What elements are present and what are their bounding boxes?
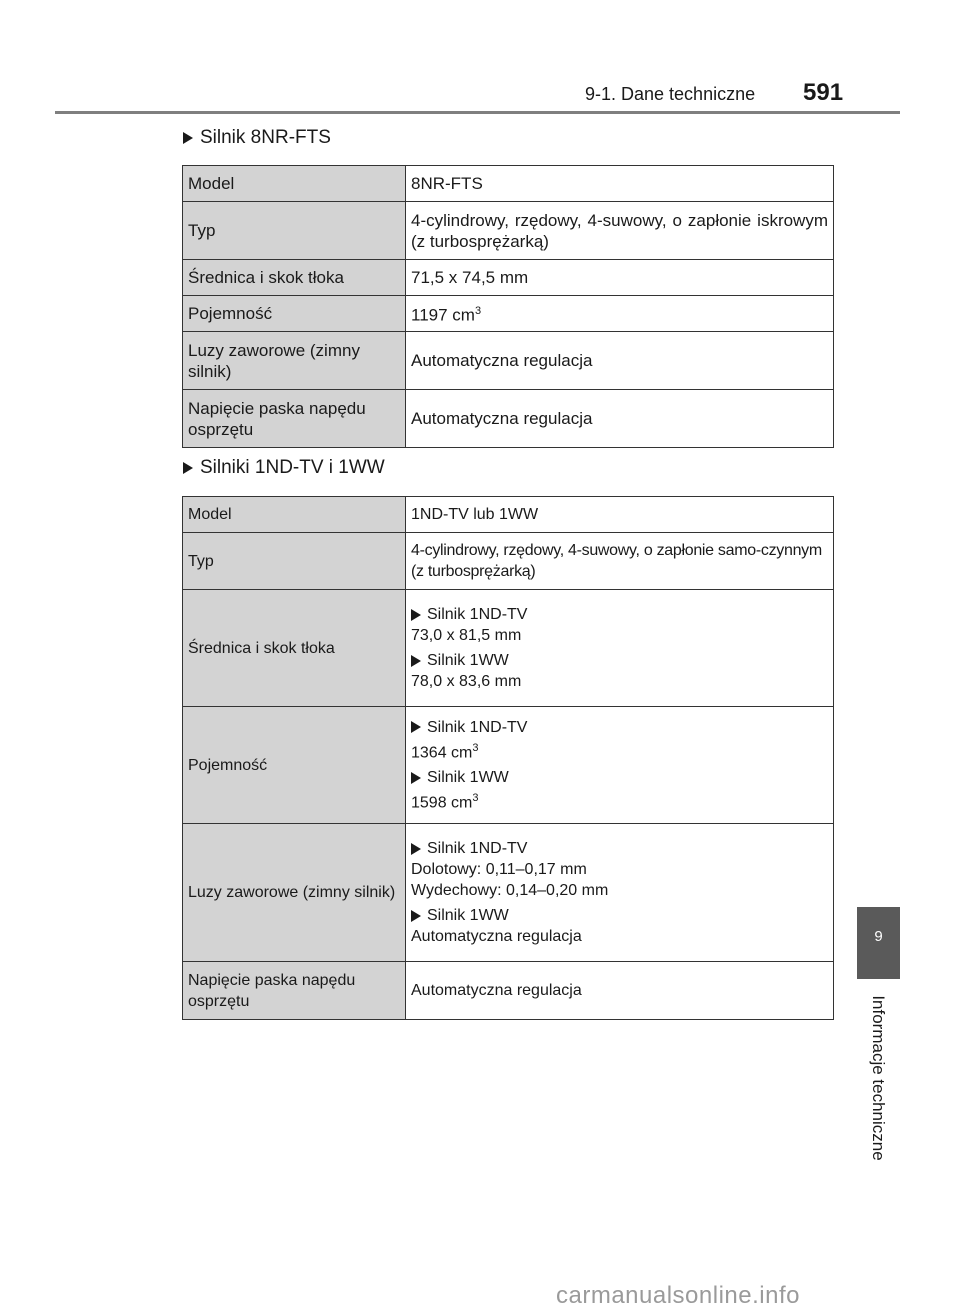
triangle-bullet-icon bbox=[411, 772, 421, 784]
table-row bbox=[183, 707, 834, 824]
table-row bbox=[183, 166, 834, 202]
row-key: Średnica i skok tłoka bbox=[183, 590, 406, 707]
engine-label: Silnik 1WW bbox=[411, 650, 828, 671]
table-row bbox=[183, 533, 834, 590]
triangle-bullet-icon bbox=[183, 132, 193, 144]
row-key: Napięcie paska napędu osprzętu bbox=[183, 962, 406, 1020]
spec-table-1nd-1ww bbox=[182, 496, 834, 1020]
engine-label: Silnik 1WW bbox=[411, 767, 828, 788]
watermark: carmanualsonline.info bbox=[556, 1282, 800, 1309]
section-title-8nr: Silnik 8NR-FTS bbox=[183, 127, 331, 149]
row-key: Model bbox=[183, 497, 406, 533]
row-key: Luzy zaworowe (zimny silnik) bbox=[183, 332, 406, 390]
row-value: Automatyczna regulacja bbox=[406, 332, 834, 390]
row-value: 1197 $cm^3$ bbox=[406, 296, 834, 332]
triangle-bullet-icon bbox=[411, 843, 421, 855]
row-key: Typ bbox=[183, 533, 406, 590]
row-value bbox=[406, 707, 834, 824]
row-key: Model bbox=[183, 166, 406, 202]
value-line: 1598 $cm^3$ bbox=[411, 792, 479, 812]
engine-label: Silnik 1WW bbox=[411, 905, 828, 926]
row-key: Napięcie paska napędu osprzętu bbox=[183, 390, 406, 448]
table-row bbox=[183, 202, 834, 260]
value-line: 1364 $cm^3$ bbox=[411, 741, 479, 761]
section-title-1nd-1ww: Silniki 1ND-TV i 1WW bbox=[183, 457, 385, 479]
value-line: Automatyczna regulacja bbox=[411, 928, 582, 945]
row-key: Pojemność bbox=[183, 296, 406, 332]
table-row bbox=[183, 824, 834, 962]
header-section-title: 9-1. Dane techniczne bbox=[585, 84, 756, 104]
row-value bbox=[406, 590, 834, 707]
triangle-bullet-icon bbox=[411, 609, 421, 621]
table-row bbox=[183, 590, 834, 707]
value-line: Wydechowy: 0,14–0,20 mm bbox=[411, 882, 609, 899]
row-value: 1ND-TV lub 1WW bbox=[406, 497, 834, 533]
chapter-tab bbox=[857, 907, 900, 979]
row-value bbox=[406, 824, 834, 962]
chapter-label: Informacje techniczne bbox=[869, 995, 888, 1161]
row-value: Automatyczna regulacja bbox=[406, 962, 834, 1020]
row-key: Średnica i skok tłoka bbox=[183, 260, 406, 296]
engine-label: Silnik 1ND-TV bbox=[411, 604, 828, 625]
row-value: 4-cylindrowy, rzędowy, 4-suwowy, o zapłonie samo-czynnym (z turbosprężarką) bbox=[406, 533, 834, 590]
table-row bbox=[183, 332, 834, 390]
triangle-bullet-icon bbox=[183, 462, 193, 474]
value-line: 73,0 x 81,5 mm bbox=[411, 627, 522, 644]
table-row bbox=[183, 497, 834, 533]
row-value: Automatyczna regulacja bbox=[406, 390, 834, 448]
row-value: 4-cylindrowy, rzędowy, 4-suwowy, o zapłonie iskrowym (z turbosprężarką) bbox=[406, 202, 834, 260]
row-key: Pojemność bbox=[183, 707, 406, 824]
chapter-number: 9 bbox=[874, 928, 883, 945]
row-key: Typ bbox=[183, 202, 406, 260]
spec-table-8nr bbox=[182, 165, 834, 448]
table-row bbox=[183, 260, 834, 296]
engine-label: Silnik 1ND-TV bbox=[411, 838, 828, 859]
row-key: Luzy zaworowe (zimny silnik) bbox=[183, 824, 406, 962]
table-row bbox=[183, 390, 834, 448]
header-rule bbox=[55, 111, 900, 114]
triangle-bullet-icon bbox=[411, 721, 421, 733]
value-line: 78,0 x 83,6 mm bbox=[411, 673, 522, 690]
row-value: 8NR-FTS bbox=[406, 166, 834, 202]
triangle-bullet-icon bbox=[411, 655, 421, 667]
engine-label: Silnik 1ND-TV bbox=[411, 717, 828, 738]
triangle-bullet-icon bbox=[411, 910, 421, 922]
row-value: 71,5 x 74,5 mm bbox=[406, 260, 834, 296]
value-line: Dolotowy: 0,11–0,17 mm bbox=[411, 861, 587, 878]
page-number: 591 bbox=[803, 79, 844, 106]
table-row bbox=[183, 296, 834, 332]
table-row bbox=[183, 962, 834, 1020]
